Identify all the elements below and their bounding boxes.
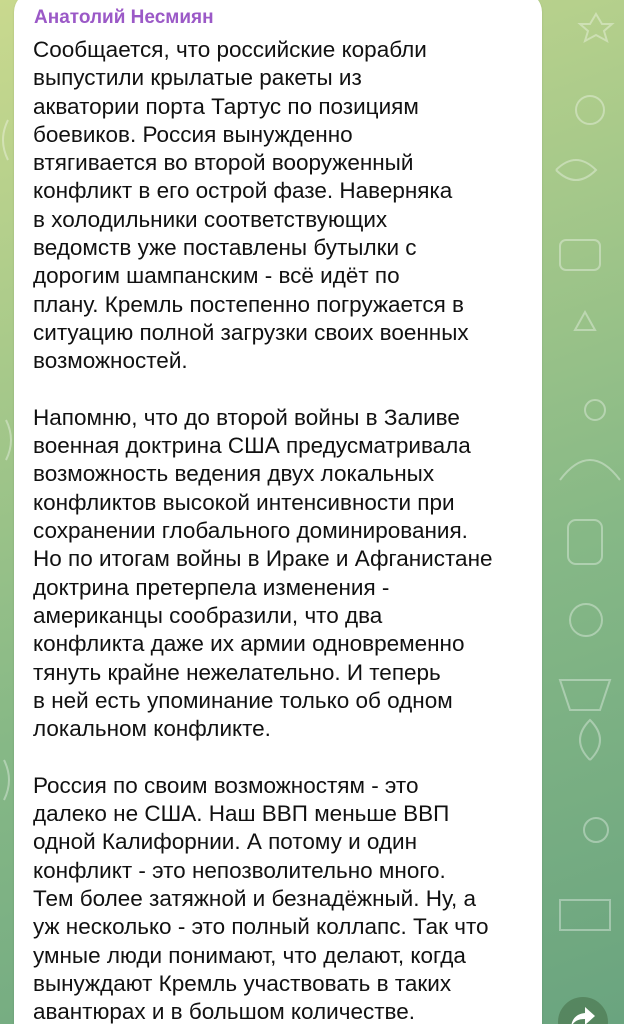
- share-button[interactable]: [558, 997, 608, 1024]
- message-paragraph-3: Россия по своим возможностям - это далеко не США. Наш ВВП меньше ВВП одной Калифорнии. А потому и один конфликт - это непозволительно много. Тем более затяжной и безнадёжный. Ну, а уж несколько - это полный коллапс. Так что умные люди понимают, что делают, когда вынуждают Кремль участвовать в таких авантюрах и в большом количестве.: [33, 772, 489, 1024]
- message-paragraph-2: Напомню, что до второй войны в Заливе военная доктрина США предусматривала возможность ведения двух локальных конфликтов высокой интенсивности при сохранении глобального доминирования. Но по итогам войны в Ираке и Афганистане доктрина претерпела изменения - американцы сообразили, что два конфликта даже их армии одновременно тянуть крайне нежелательно. И теперь в ней есть упоминание только об одном локальном конфликте.: [33, 404, 493, 742]
- message-bubble[interactable]: [14, 0, 542, 1024]
- message-author-name[interactable]: Анатолий Несмиян: [34, 7, 214, 28]
- share-arrow-icon: [570, 1006, 596, 1024]
- message-paragraph-1: Сообщается, что российские корабли выпустили крылатые ракеты из акватории порта Тартус по позициям боевиков. Россия вынужденно втягивается во второй вооруженный конфликт в его острой фазе. Наверняка в холодильники соответствующих ведомств уже поставлены бутылки с дорогим шампанским - всё идёт по плану. Кремль постепенно погружается в ситуацию полной загрузки своих военных возможностей.: [33, 37, 469, 374]
